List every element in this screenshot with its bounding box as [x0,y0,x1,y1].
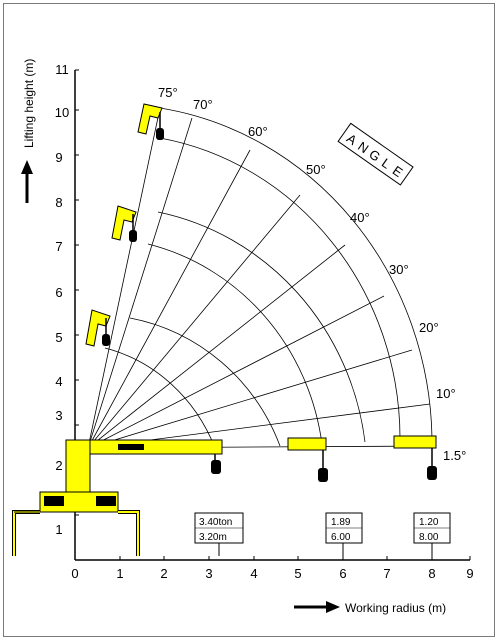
angle-label: 40° [350,210,370,225]
x-axis-label: Working radius (m) [345,601,447,615]
capacity-box-2 [326,513,362,556]
x-axis-arrow-icon [326,601,340,613]
crane-base [14,492,138,556]
y-tick-label: 1 [55,522,63,537]
angle-label: 60° [248,124,268,139]
y-tick-label: 5 [55,330,63,345]
capacity-load: 3.40ton [199,517,233,528]
boom-extension-6m [288,438,328,482]
angle-banner [338,123,413,185]
x-tick-label: 1 [116,566,124,581]
angle-title-letter: E [389,162,406,181]
x-tick-label: 9 [466,566,474,581]
angle-label: 30° [389,262,409,277]
y-axis-label: Lifting height (m) [22,58,36,148]
angle-label: 20° [419,320,439,335]
y-tick-label: 7 [55,239,63,254]
angle-title-letter: A [343,130,360,148]
capacity-radius: 3.20m [199,532,227,543]
capacity-radius: 8.00 [419,532,439,543]
x-tick-label: 4 [250,566,258,581]
angle-label: 50° [306,162,326,177]
angle-label: 75° [158,85,178,100]
crane-boom-horizontal [66,440,222,500]
angle-label: 70° [193,97,213,112]
angle-title-letter: N [355,138,372,157]
x-tick-label: 6 [339,566,347,581]
x-tick-label: 8 [428,566,436,581]
x-tick-label: 0 [71,566,79,581]
y-tick-label: 10 [54,105,70,120]
y-tick-label: 9 [55,150,63,165]
angle-title-letter: G [366,146,384,165]
x-tick-label: 3 [205,566,213,581]
y-tick-label: 8 [55,195,63,210]
boom-extension-8m [394,436,437,480]
y-axis-arrow-icon [21,160,33,174]
capacity-load: 1.20 [419,517,439,528]
angle-label: 10° [436,386,456,401]
angle-label: 1.5° [443,448,467,463]
capacity-box-1 [195,513,243,556]
boom-tip-75deg [138,104,164,140]
y-tick-label: 4 [55,374,63,389]
y-tick-label: 2 [55,458,63,473]
capacity-box-3 [414,513,450,556]
boom-tip-mid [86,310,110,346]
x-tick-label: 7 [383,566,391,581]
x-tick-label: 2 [160,566,168,581]
boom-tip-high [112,206,137,242]
y-tick-label: 6 [55,285,63,300]
capacity-radius: 6.00 [331,532,351,543]
angle-title-letter: L [378,155,394,172]
capacity-load: 1.89 [331,517,351,528]
x-tick-label: 5 [294,566,302,581]
y-tick-label: 11 [55,62,69,77]
y-tick-label: 3 [55,408,63,423]
